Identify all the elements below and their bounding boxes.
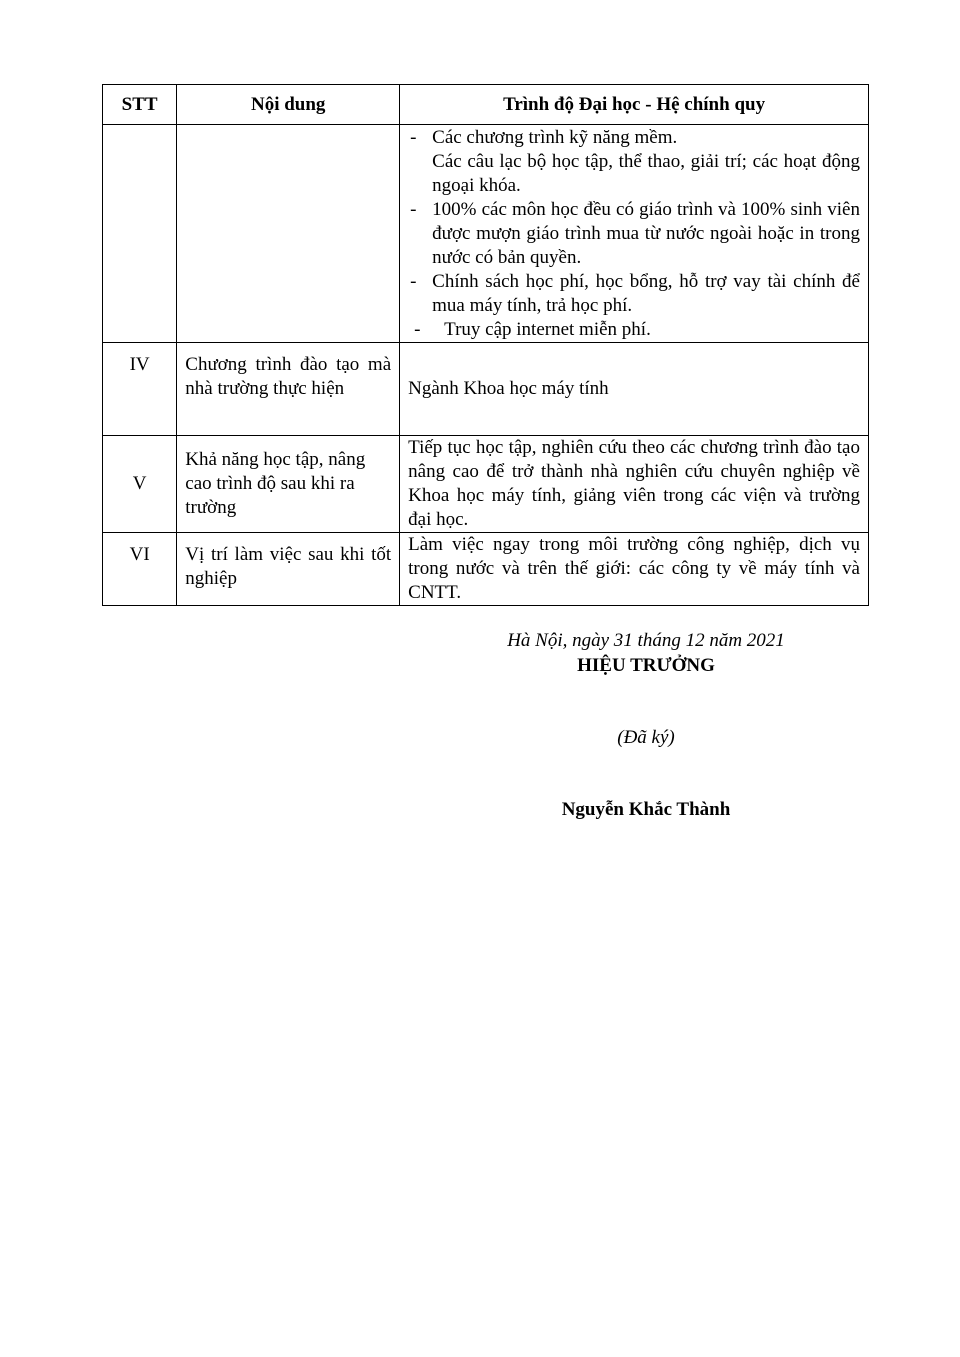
header-trinh-do: Trình độ Đại học - Hệ chính quy xyxy=(400,85,869,125)
cell-stt: IV xyxy=(103,343,177,436)
table-row xyxy=(103,533,869,606)
list-item-text: Các câu lạc bộ học tập, thể thao, giải trí; các hoạt động ngoại khóa. xyxy=(432,151,860,196)
list-item xyxy=(408,318,860,342)
place-date: Hà Nội, ngày 31 tháng 12 năm 2021 xyxy=(507,630,785,651)
list-item xyxy=(408,126,860,150)
bullet-dash: - xyxy=(410,127,417,148)
signed-note: (Đã ký) xyxy=(617,727,675,748)
cell-trinh-do: Tiếp tục học tập, nghiên cứu theo các chương trình đào tạo nâng cao để trở thành nhà nghiên cứu chuyên nghiệp về Khoa học máy tính, giảng viên trong các viện và trường đại học. xyxy=(400,436,869,533)
cell-continuation-content xyxy=(400,125,869,343)
list-item-text: 100% các môn học đều có giáo trình và 100% sinh viên được mượn giáo trình mua từ nước ngoài hoặc in trong nước có bản quyền. xyxy=(432,199,860,268)
cell-trinh-do: Làm việc ngay trong môi trường công nghiệp, dịch vụ trong nước và trên thế giới: các công ty về máy tính và CNTT. xyxy=(400,533,869,606)
header-noi-dung: Nội dung xyxy=(177,85,400,125)
cell-noi-dung: Chương trình đào tạo mà nhà trường thực hiện xyxy=(177,343,400,436)
list-item-text: Chính sách học phí, học bổng, hỗ trợ vay tài chính để mua máy tính, trả học phí. xyxy=(432,271,860,316)
list-item xyxy=(408,270,860,318)
header-stt: STT xyxy=(103,85,177,125)
list-item xyxy=(408,198,860,270)
list-item xyxy=(408,150,860,198)
table-row xyxy=(103,343,869,436)
cell-stt: VI xyxy=(103,533,177,606)
list-item-text: Các chương trình kỹ năng mềm. xyxy=(432,127,678,148)
bullet-dash: - xyxy=(414,319,421,340)
cell-noi-dung-empty xyxy=(177,125,400,343)
cell-stt: V xyxy=(103,436,177,533)
cell-trinh-do: Ngành Khoa học máy tính xyxy=(400,343,869,436)
table-row-continuation xyxy=(103,125,869,343)
program-info-table xyxy=(102,84,869,606)
cell-stt-empty xyxy=(103,125,177,343)
cell-noi-dung: Khả năng học tập, nâng cao trình độ sau khi ra trường xyxy=(177,436,400,533)
bullet-dash: - xyxy=(410,271,417,292)
bullet-dash: - xyxy=(410,199,417,220)
signer-name: Nguyễn Khắc Thành xyxy=(561,799,731,820)
table-row xyxy=(103,436,869,533)
list-item-text: Truy cập internet miễn phí. xyxy=(444,319,651,340)
signer-title: HIỆU TRƯỞNG xyxy=(577,655,715,676)
table-header-row xyxy=(103,85,869,125)
cell-noi-dung: Vị trí làm việc sau khi tốt nghiệp xyxy=(177,533,400,606)
